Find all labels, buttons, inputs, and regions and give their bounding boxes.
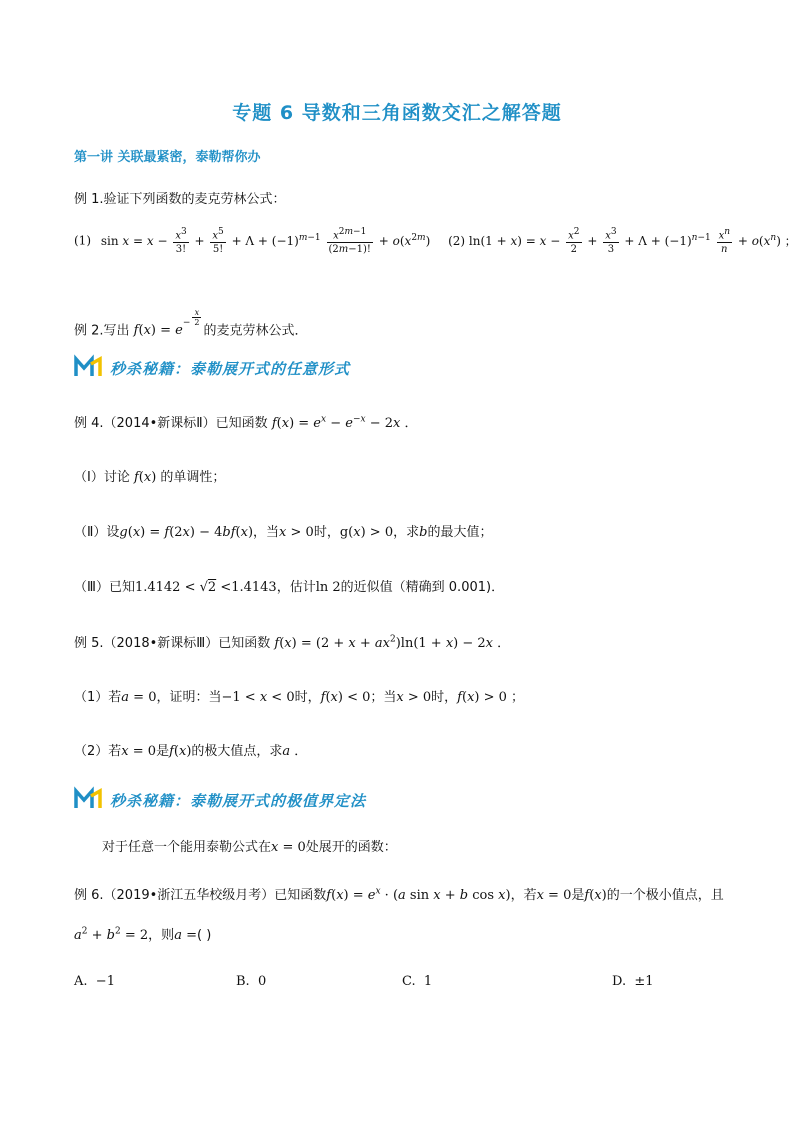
ex4-q1-a: （Ⅰ）讨论 (74, 470, 134, 485)
m-logo-icon (74, 788, 104, 810)
ex5-q1-c: 时， (294, 690, 321, 705)
option-d-value: ±1 (634, 974, 654, 989)
intro-taylor-b: 处展开的函数： (305, 840, 397, 855)
ex6-line2-end: ( ) (196, 928, 212, 943)
ex1-f2-label: (2) (448, 233, 466, 248)
ex5-q2-c: 的极大值点，求 (191, 744, 283, 759)
option-d-label: D. (612, 974, 627, 989)
ex4-q1-b: 的单调性； (160, 470, 226, 485)
option-a[interactable] (74, 974, 115, 989)
ex4-q1: （Ⅰ）讨论 f(x) 的单调性； (74, 470, 226, 485)
ex6-line2-text: ，则 (148, 928, 175, 943)
ex5-line (74, 632, 510, 651)
ex1-intro: 例 1.验证下列函数的麦克劳林公式： (74, 192, 286, 207)
ex4-q2-b: ，当 (253, 525, 280, 540)
option-a-label: A. (74, 974, 88, 989)
ex4-q2: （Ⅱ）设g(x) = f(2x) − 4bf(x)，当x > 0时，g(x) > 0，求b的最大值； (74, 525, 493, 540)
ex1-f1-label: (1) (74, 233, 91, 248)
m-logo-icon (74, 356, 104, 378)
ex4-q3: （Ⅲ）已知1.4142 < √2 <1.4143，估计ln 2的近似值（精确到 0.001)． (74, 580, 505, 595)
page-title: 专题 6 导数和三角函数交汇之解答题 (232, 102, 562, 124)
ex2-prefix: 例 2.写出 (74, 323, 134, 339)
ex1-formulas (74, 226, 797, 256)
option-a-value: −1 (95, 974, 115, 989)
ex4-q2-d: ，求 (393, 525, 420, 540)
intro-taylor-a: 对于任意一个能用泰勒公式在 (102, 840, 272, 855)
ex4-line (74, 412, 418, 431)
ex4-q2-c: 时， (313, 525, 340, 540)
ex6-mid1: ，若 (510, 888, 537, 903)
option-c-value: 1 (423, 974, 433, 989)
ex4-q2-e: 的最大值； (427, 525, 493, 540)
ex6-line2: $a^2 + b^2 = 2$，则a =( ) (74, 926, 212, 943)
ex1-formula-sin: sin x = x − $\frac{x^3}{3!}$ + $\frac{x^5}{5!}$ + $\Lambda + (-1)^{m-1}$ $\frac{x^{2m-1}}{(2m-1)!}$ + $o(x^{2m})$ (100, 227, 435, 256)
option-c[interactable] (402, 974, 432, 989)
ex5-q1-a: （1）若 (74, 690, 122, 705)
option-c-label: C. (402, 974, 416, 989)
option-b[interactable] (236, 974, 266, 989)
option-b-label: B. (236, 974, 250, 989)
ex5-q2-a: （2）若 (74, 744, 122, 759)
ex4-q2-a: （Ⅱ）设 (74, 525, 120, 540)
ex5-q2-b: 是 (156, 744, 170, 759)
section-heading-1: 秒杀秘籍：泰勒展开式的任意形式 (110, 360, 351, 378)
ex1-formula-ln: ln(1 + x) = x − $\frac{x^2}{2}$ + $\frac{x^3}{3}$ + $\Lambda + (-1)^{n-1}$ $\frac{x^n}{n}$ + $o(x^n)$ ； (468, 227, 797, 256)
ex5-function: $f(x) = (2 + x + ax^2)\ln(1 + x) - 2x$ ． (274, 634, 511, 651)
lecture-heading: 第一讲 关联最紧密，泰勒帮你办 (74, 150, 261, 165)
ex6-mid2: 是 (571, 888, 585, 903)
ex5-q1-d: ；当 (370, 690, 397, 705)
ex6-line1: 例 6.（2019•浙江五华校级月考）已知函数$f(x) = e^x \cdot (a$ sin x + b cos x)，若x = 0是f(x)的一个极小值点，且 (74, 886, 724, 903)
ex4-function: $f(x) = e^x - e^{-x} - 2x$ ． (271, 414, 418, 431)
ex5-q1-b: ，证明：当 (156, 690, 222, 705)
option-d[interactable] (612, 974, 654, 989)
section-heading-2: 秒杀秘籍：泰勒展开式的极值界定法 (110, 792, 367, 810)
ex2-line (74, 308, 308, 339)
ex5-prefix: 例 5.（2018•新课标Ⅲ）已知函数 (74, 636, 271, 651)
ex4-prefix: 例 4.（2014•新课标Ⅱ）已知函数 (74, 416, 268, 431)
ex4-q3-b: ，估计 (276, 580, 316, 595)
ex4-q3-c: 的近似值（精确到 0.001)． (340, 580, 505, 595)
ex2-suffix: 的麦克劳林公式． (203, 323, 308, 339)
ex5-q2: （2）若x = 0是f(x)的极大值点，求a ． (74, 744, 308, 759)
intro-taylor: 对于任意一个能用泰勒公式在x = 0处展开的函数： (102, 840, 397, 855)
ex5-q1-e: 时， (431, 690, 458, 705)
ex4-q3-a: （Ⅲ）已知 (74, 580, 135, 595)
ex6-function: $f(x) = e^x \cdot (a$ sin x + b cos x) (326, 886, 511, 903)
ex6-prefix: 例 6.（2019•浙江五华校级月考）已知函数 (74, 888, 327, 903)
ex2-formula: $f(x) = e^{- \frac{x}{2}}$ (133, 308, 200, 339)
ex6-mid3: 的一个极小值点，且 (606, 888, 724, 903)
ex5-q1: （1）若a = 0，证明：当−1 < x < 0时，f(x) < 0；当x > 0时，f(x) > 0 ； (74, 690, 525, 705)
option-b-value: 0 (257, 974, 267, 989)
